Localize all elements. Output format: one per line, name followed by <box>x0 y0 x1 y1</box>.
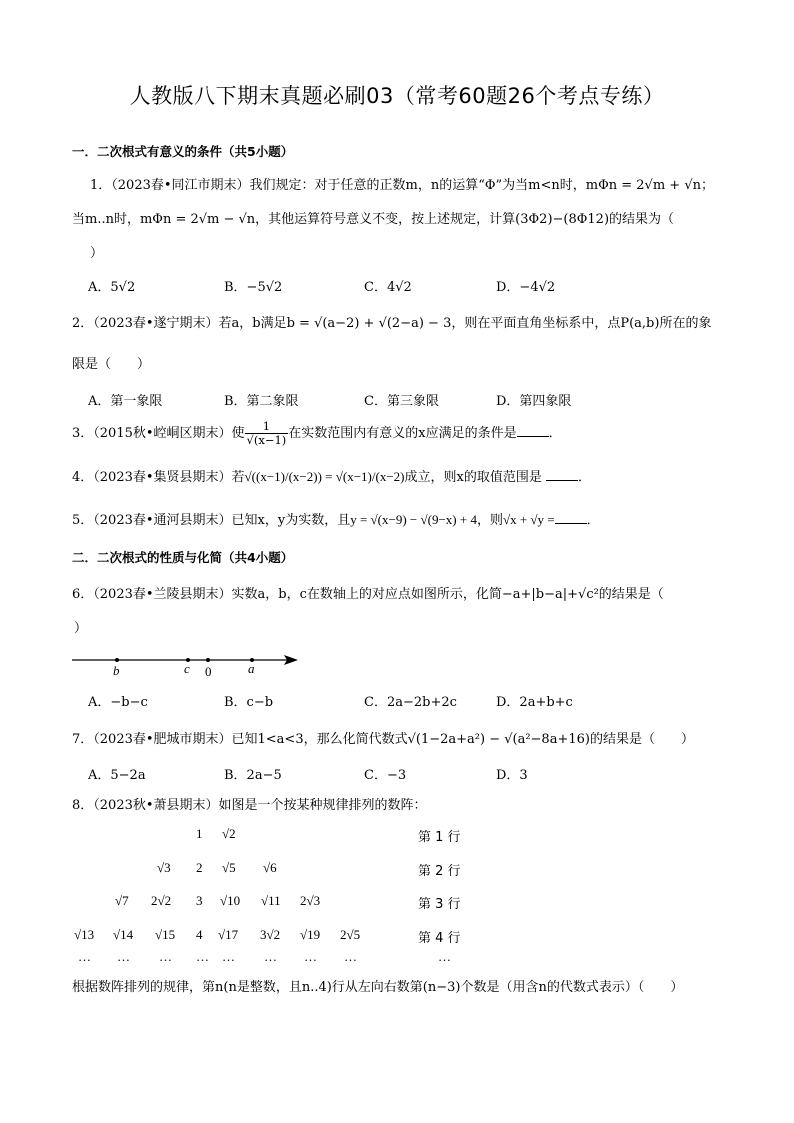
q6-option-b[interactable]: B．c−b <box>224 695 274 710</box>
q7-line-1: 7．（2023春•肥城市期末）已知1<a<3，那么化简代数式√(1−2a+a²) − √(a²−8a+16)的结果是（ ） <box>72 732 694 747</box>
array-cell: 2√3 <box>300 893 321 908</box>
q5-end: ． <box>586 513 600 528</box>
ellipsis: … <box>78 949 91 964</box>
q1-option-d[interactable]: D．−4√2 <box>496 280 556 295</box>
q2-option-a[interactable]: A．第一象限 <box>88 394 163 409</box>
q1-option-c[interactable]: C．4√2 <box>364 280 412 295</box>
q1-options <box>88 279 728 297</box>
array-cell: 2 <box>196 860 203 875</box>
q5-prefix: 5．（2023春•通河县期末）已知x，y为实数，且 <box>72 513 351 528</box>
q3-suffix: 在实数范围内有意义的x应满足的条件是 <box>288 426 517 441</box>
q5-line <box>72 511 600 530</box>
array-cell: √11 <box>261 893 281 908</box>
q2-option-d[interactable]: D．第四象限 <box>496 394 572 409</box>
point-0 <box>206 658 210 662</box>
array-cell: 2√2 <box>151 893 172 908</box>
array-cell: 1 <box>196 826 203 841</box>
q1-option-a[interactable]: A．5√2 <box>88 280 136 295</box>
point-b <box>115 658 119 662</box>
page-title: 人教版八下期末真题必刷03（常考60题26个考点专练） <box>129 84 665 108</box>
q6-options <box>88 694 728 712</box>
q2-line-1: 2．（2023春•遂宁期末）若a，b满足b = √(a−2) + √(2−a) − 3，则在平面直角坐标系中，点P(a,b)所在的象 <box>72 316 712 331</box>
label-c: c <box>184 661 190 676</box>
ellipsis: … <box>438 949 451 964</box>
q2-option-b[interactable]: B．第二象限 <box>224 394 299 409</box>
array-cell: 4 <box>196 927 203 942</box>
label-b: b <box>113 663 120 678</box>
row-label-2: 第 2 行 <box>418 864 461 879</box>
number-line-figure <box>72 645 304 679</box>
ellipsis: … <box>304 949 317 964</box>
array-cell: √7 <box>115 893 129 908</box>
q1-line-3: ） <box>90 246 104 261</box>
array-cell: √3 <box>157 860 171 875</box>
q3-prefix: 3．（2015秋•崆峒区期末）使 <box>72 426 245 441</box>
q6-line-1: 6．（2023春•兰陵县期末）实数a，b，c在数轴上的对应点如图所示，化简−a+|b−a|+√c²的结果是（ <box>72 587 664 602</box>
q7-option-c[interactable]: C．−3 <box>364 768 407 783</box>
q6-option-a[interactable]: A．−b−c <box>88 695 148 710</box>
ellipsis: … <box>344 949 357 964</box>
q3-fraction-num: 1 <box>245 420 289 434</box>
q7-option-b[interactable]: B．2a−5 <box>224 768 282 783</box>
q3-end: ． <box>548 426 562 441</box>
q3-answer-blank[interactable] <box>517 424 549 437</box>
q3-line <box>72 420 562 447</box>
q2-option-c[interactable]: C．第三象限 <box>364 394 439 409</box>
q2-line-2: 限是（ ） <box>72 357 151 372</box>
q7-option-d[interactable]: D．3 <box>496 768 528 783</box>
ellipsis: … <box>159 949 172 964</box>
label-0: 0 <box>205 664 212 679</box>
q3-fraction-den: √(x−1) <box>246 433 287 447</box>
section-heading-1: 一．二次根式有意义的条件（共5小题） <box>72 144 294 159</box>
array-cell: √13 <box>74 927 95 942</box>
q5-expression: y = √(x−9) − √(9−x) + 4 <box>350 512 477 527</box>
q2-options <box>88 393 728 411</box>
q4-line <box>72 466 591 489</box>
array-cell: 2√5 <box>340 927 361 942</box>
ellipsis: … <box>222 949 235 964</box>
ellipsis: … <box>196 949 209 964</box>
row-label-1: 第 1 行 <box>418 830 461 845</box>
row-label-3: 第 3 行 <box>418 897 461 912</box>
ellipsis: … <box>264 949 277 964</box>
q1-line-2: 当m..n时，mΦn = 2√m − √n，其他运算符号意义不变，按上述规定，计算(3Φ2)−(8Φ12)的结果为（ <box>72 212 675 227</box>
array-cell: 3 <box>196 893 203 908</box>
q1-option-b[interactable]: B．−5√2 <box>224 280 283 295</box>
q6-option-d[interactable]: D．2a+b+c <box>496 695 573 710</box>
label-a: a <box>248 661 255 676</box>
array-cell: √2 <box>222 826 236 841</box>
q4-suffix: 成立，则x的取值范围是 <box>404 470 542 485</box>
section-heading-2: 二．二次根式的性质与化简（共4小题） <box>72 550 294 565</box>
q4-expression: √((x−1)/(x−2)) = √(x−1)/(x−2) <box>244 469 405 484</box>
array-cell: √10 <box>220 893 241 908</box>
array-cell: 3√2 <box>260 927 281 942</box>
q4-end: ． <box>577 470 591 485</box>
ellipsis: … <box>117 949 130 964</box>
array-cell: √5 <box>222 860 236 875</box>
q5-suffix: ，则√x + √y = <box>476 512 555 527</box>
q4-prefix: 4．（2023春•集贤县期末）若 <box>72 470 245 485</box>
q8-line-1: 8．（2023秋•萧县期末）如图是一个按某种规律排列的数阵： <box>72 798 427 813</box>
q6-option-c[interactable]: C．2a−2b+2c <box>364 695 457 710</box>
array-cell: √15 <box>155 927 176 942</box>
array-cell: √17 <box>218 927 239 942</box>
q1-line-1: 1．（2023春•同江市期末）我们规定：对于任意的正数m，n的运算“Φ”为当m<n时，mΦn = 2√m + √n； <box>90 178 714 193</box>
q4-answer-blank[interactable] <box>546 468 578 481</box>
q3-fraction <box>245 420 289 447</box>
row-label-4: 第 4 行 <box>418 931 461 946</box>
q5-answer-blank[interactable] <box>555 511 587 524</box>
q7-option-a[interactable]: A．5−2a <box>88 768 146 783</box>
array-cell: √19 <box>300 927 321 942</box>
q8-question: 根据数阵排列的规律，第n(n是整数，且n..4)行从左向右数第(n−3)个数是（用含n的代数式表示）（ ） <box>72 980 684 995</box>
q6-line-2: ） <box>74 621 88 636</box>
array-cell: √6 <box>263 860 277 875</box>
q7-options <box>88 767 728 785</box>
array-cell: √14 <box>113 927 134 942</box>
